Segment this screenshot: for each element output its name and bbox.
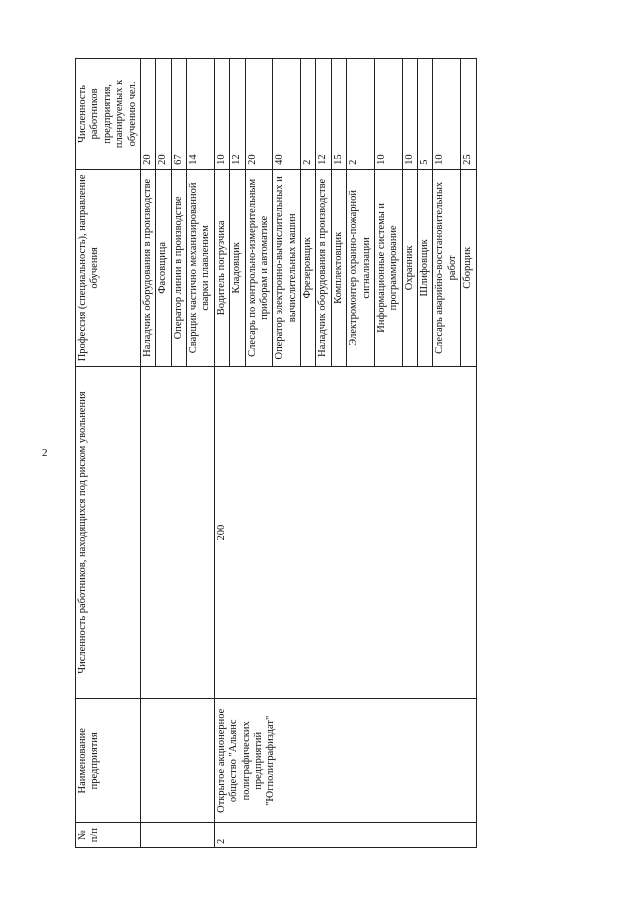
profession-cell: Наладчик оборудования в производстве <box>316 169 331 366</box>
profession-cell: Шлифовщик <box>418 169 433 366</box>
count-cell: 20 <box>245 58 273 169</box>
profession-cell: Сварщик частично механизированной сварки плавлением <box>187 169 215 366</box>
count-cell: 15 <box>331 58 346 169</box>
table-row <box>140 58 155 847</box>
count-cell: 10 <box>214 58 229 169</box>
table-row <box>214 58 229 847</box>
count-cell: 25 <box>461 58 476 169</box>
count-cell: 20 <box>156 58 171 169</box>
count-cell: 12 <box>316 58 331 169</box>
count-cell: 40 <box>273 58 301 169</box>
count-cell: 14 <box>187 58 215 169</box>
count-cell: 20 <box>140 58 155 169</box>
profession-cell: Комплектовщик <box>331 169 346 366</box>
profession-cell: Наладчик оборудования в производстве <box>140 169 155 366</box>
header-name: Наименование предприятия <box>76 698 141 822</box>
group1-num-cell <box>140 822 214 847</box>
profession-cell: Информационные системы и программирование <box>374 169 402 366</box>
training-plan-table <box>75 58 477 848</box>
group1-name-cell <box>140 698 214 822</box>
profession-cell: Фрезеровщик <box>301 169 316 366</box>
header-num: № п/п <box>76 822 141 847</box>
profession-cell: Электромонтер охранно-пожарной сигнализации <box>347 169 375 366</box>
page-number: 2 <box>42 447 48 459</box>
profession-cell: Водитель погрузчика <box>214 169 229 366</box>
header-planned: Численность работников предприятия, планируемых к обучению чел. <box>76 58 141 169</box>
header-row <box>76 58 141 847</box>
group2-num-cell: 2 <box>214 822 476 847</box>
count-cell: 2 <box>301 58 316 169</box>
profession-cell: Сборщик <box>461 169 476 366</box>
profession-cell: Слесарь аварийно-восстановительных работ <box>433 169 461 366</box>
profession-cell: Оператор электронно-вычислительных и вычислительных машин <box>273 169 301 366</box>
count-cell: 10 <box>433 58 461 169</box>
count-cell: 5 <box>418 58 433 169</box>
header-at-risk: Численность работников, находящихся под риском увольнения <box>76 366 141 699</box>
profession-cell: Слесарь по контрольно-измерительным приборам и автоматике <box>245 169 273 366</box>
profession-cell: Фасовщица <box>156 169 171 366</box>
count-cell: 10 <box>374 58 402 169</box>
count-cell: 12 <box>230 58 245 169</box>
profession-cell: Охранник <box>402 169 417 366</box>
profession-cell: Кладовщик <box>230 169 245 366</box>
profession-cell: Оператор линии в производстве <box>171 169 186 366</box>
rotated-table-container <box>75 58 565 848</box>
group2-name-cell: Открытое акционерное общество "Альянс полиграфических предприятий "Югполиграфиздат" <box>214 698 476 822</box>
group2-at-risk-cell: 200 <box>214 366 476 699</box>
group1-at-risk-cell <box>140 366 214 699</box>
header-profession: Профессия (специальность), направление обучения <box>76 169 141 366</box>
count-cell: 10 <box>402 58 417 169</box>
count-cell: 2 <box>347 58 375 169</box>
count-cell: 67 <box>171 58 186 169</box>
